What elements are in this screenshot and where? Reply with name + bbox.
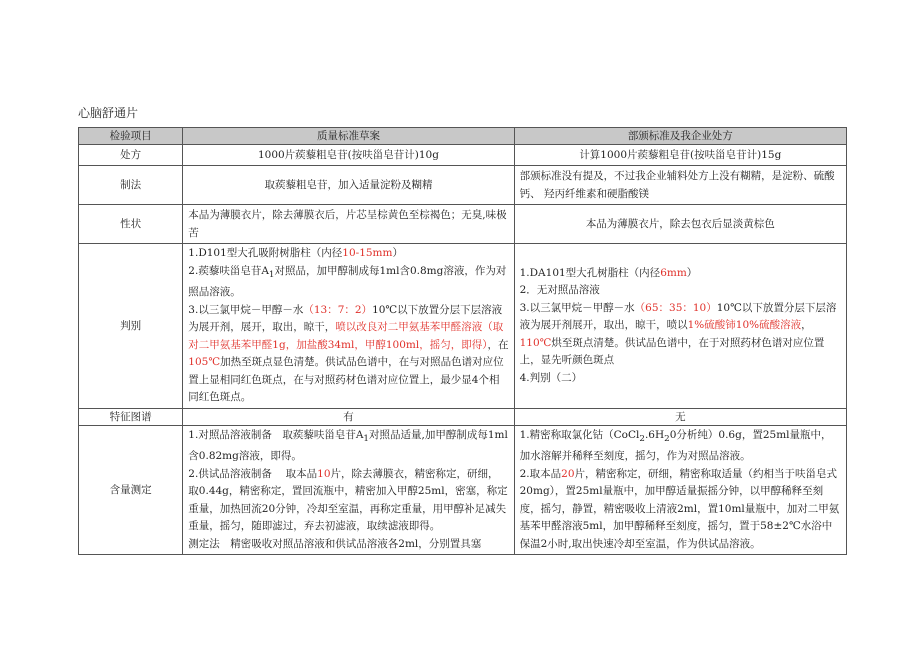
- label-preparation: 制法: [79, 166, 183, 205]
- row-prescription: [79, 145, 847, 166]
- ministry-assay-line1: 1.精密称取氯化钴（$CoCl_2.6H_20$分析纯）0.6g，置25ml量瓶中，加水溶解并稀释至刻度，摇匀，作为对照品溶液。: [519, 428, 832, 463]
- header-row: [79, 128, 847, 145]
- row-identification: [79, 244, 847, 409]
- row-preparation: [79, 166, 847, 205]
- ministry-id-line1: 1.DA101型大孔树脂柱（内径6mm）: [519, 266, 698, 279]
- ministry-id-line3: 3.以三氯甲烷－甲醇－水（65：35：10）10℃以下放置分层下层溶液为展开剂展开，取出，晾干，喷以1%硫酸铈10%硫酸溶液，110℃烘至斑点清楚。供试品色谱中，在于对照药材色谱对应位置上，显先听颜色斑点: [519, 301, 837, 367]
- spec-table: [78, 127, 847, 555]
- draft-assay-line1: 1.对照品溶液制备 取蒺藜呋甾皂苷$A_1$对照品适量,加甲醇制成每1ml含0.82mg溶液，即得。: [188, 428, 508, 463]
- label-identification: 判别: [79, 244, 183, 409]
- ministry-preparation: 部颁标准没有提及，不过我企业辅料处方上没有糊精，是淀粉、硫酸钙、 羟丙纤维素和硬脂酸镁: [514, 166, 846, 205]
- label-prescription: 处方: [79, 145, 183, 166]
- draft-character: 本品为薄膜衣片，除去薄膜衣后，片芯呈棕黄色至棕褐色；无臭,味极苦: [183, 205, 514, 244]
- ministry-prescription: 计算1000片蒺藜粗皂苷(按呋甾皂苷计)15g: [514, 145, 846, 166]
- draft-assay-line2: 2.供试品溶液制备 取本品10片，除去薄膜衣，精密称定，研细，取0.44g，精密称定，置回流瓶中，精密加入甲醇25ml，密塞，称定重量，加热回流20分钟，冷却至室温，再称定重量，用甲醇补足减失重量，摇匀，随即滤过，弃去初滤液，取续滤液即得。: [188, 467, 508, 533]
- draft-id-line1: 1.D101型大孔吸附树脂柱（内径10-15mm）: [188, 247, 403, 259]
- ministry-id-line2: 2．无对照品溶液: [519, 284, 600, 297]
- row-character: [79, 205, 847, 244]
- document-title: 心脑舒通片: [78, 106, 139, 120]
- draft-id-line3: 3.以三氯甲烷－甲醇－水（13：7：2）10℃以下放置分层下层溶液为展开剂，展开，取出，晾干，喷以改良对二甲氨基苯甲醛溶液（取对二甲氨基苯甲醛1g，加盐酸34ml，甲醇100ml，摇匀，即得），在105℃加热至斑点显色清楚。供试品色谱中，在与对照品色谱对应位置上显相同红色斑点，在与对照药材色谱对应位置上，最少显4个相同红色斑点。: [188, 303, 509, 404]
- draft-id-line2: 2.蒺藜呋甾皂苷$A_1$对照品，加甲醇制成每1ml含0.8mg溶液，作为对照品溶液。: [188, 264, 507, 299]
- header-ministry: 部颁标准及我企业处方: [514, 128, 846, 145]
- ministry-identification: [514, 244, 846, 409]
- label-assay: 含量测定: [79, 425, 183, 555]
- row-fingerprint: [79, 408, 847, 425]
- draft-preparation: 取蒺藜粗皂苷，加入适量淀粉及糊精: [183, 166, 514, 205]
- draft-assay: [183, 425, 514, 555]
- header-item: 检验项目: [79, 128, 183, 145]
- ministry-character: 本品为薄膜衣片，除去包衣后显淡黄棕色: [514, 205, 846, 244]
- label-character: 性状: [79, 205, 183, 244]
- ministry-assay: [514, 425, 846, 555]
- ministry-fingerprint: 无: [514, 408, 846, 425]
- header-draft: 质量标准草案: [183, 128, 514, 145]
- draft-prescription: 1000片蒺藜粗皂苷(按呋甾皂苷计)10g: [183, 145, 514, 166]
- row-assay: [79, 425, 847, 555]
- draft-assay-line3: 测定法 精密吸收对照品溶液和供试品溶液各2ml，分别置具塞: [188, 537, 482, 550]
- draft-fingerprint: 有: [183, 408, 514, 425]
- label-fingerprint: 特征图谱: [79, 408, 183, 425]
- ministry-id-line4: 4.判别（二）: [519, 371, 583, 384]
- ministry-assay-line2: 2.取本品20片，精密称定，研细，精密称取适量（约相当于呋甾皂式20mg），置25ml量瓶中，加甲醇适量振摇分钟，以甲醇稀释至刻度，摇匀，静置，精密吸收上清液2ml，置10ml量瓶中，加对二甲氨基苯甲醛溶液5ml，加甲醇稀释至刻度，摇匀，置于58±2℃水浴中保温2小时,取出快速冷却至室温，作为供试品溶液。: [519, 467, 840, 550]
- draft-identification: [183, 244, 514, 409]
